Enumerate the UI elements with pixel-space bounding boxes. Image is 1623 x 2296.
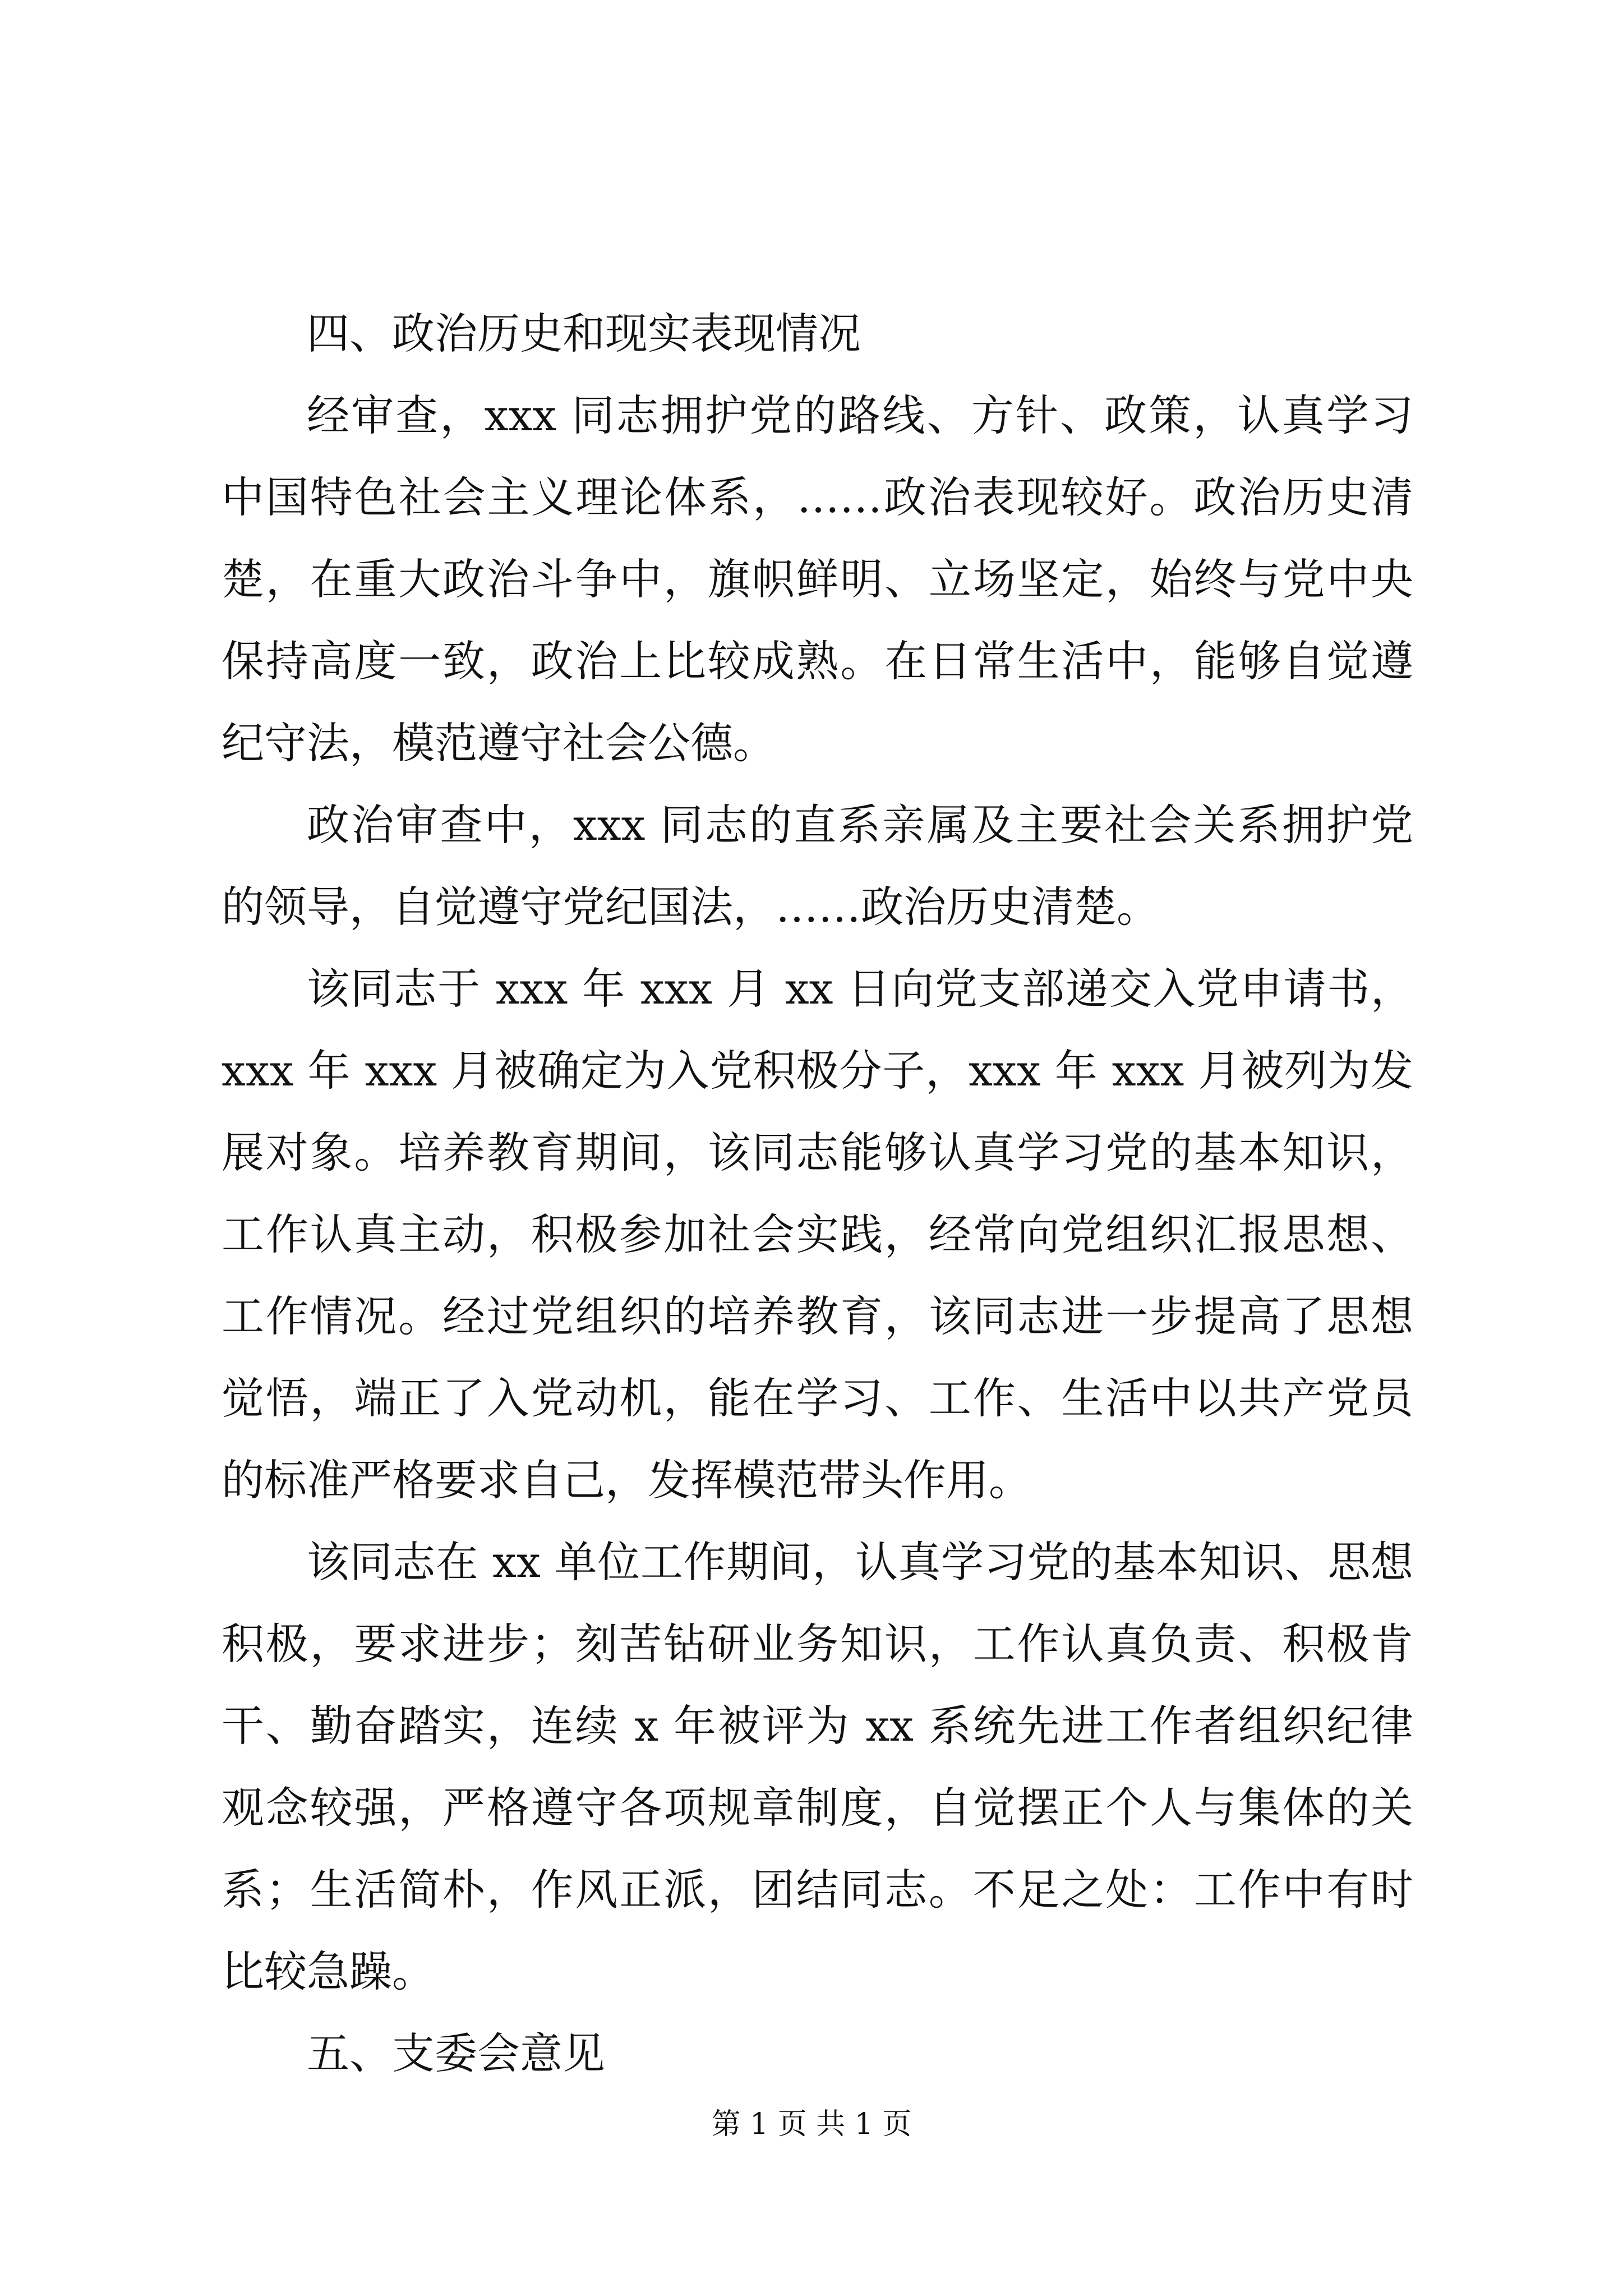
section-heading-4: 四、政治历史和现实表现情况 (307, 309, 861, 358)
paragraph-application-history: 该同志于 xxx 年 xxx 月 xx 日向党支部递交入党申请书，xxx 年 xxx 月被确定为入党积极分子，xxx 年 xxx 月被列为发展对象。培养教育期间，该同志能够认真学习党的基本知识，工作认真主动，积极参加社会实践，经常向党组织汇报思想、工作情况。经过党组织的培养教育，该同志进一步提高了思想觉悟，端正了入党动机，能在学习、工作、生活中以共产党员的标准严格要求自己，发挥模范带头作用。 (222, 964, 1413, 1505)
paragraph-work-performance: 该同志在 xx 单位工作期间，认真学习党的基本知识、思想积极，要求进步；刻苦钻研业务知识，工作认真负责、积极肯干、勤奋踏实，连续 x 年被评为 xx 系统先进工作者组织纪律观念较强，严格遵守各项规章制度，自觉摆正个人与集体的关系；生活简朴，作风正派，团结同志。不足之处：工作中有时比较急躁。 (222, 1537, 1413, 1996)
page-footer: 第 1 页 共 1 页 (711, 2108, 912, 2141)
paragraph-political-review: 经审查，xxx 同志拥护党的路线、方针、政策，认真学习中国特色社会主义理论体系，……政治表现较好。政治历史清楚，在重大政治斗争中，旗帜鲜明、立场坚定，始终与党中央保持高度一致，政治上比较成熟。在日常生活中，能够自觉遵纪守法，模范遵守社会公德。 (222, 390, 1413, 768)
document-body (222, 293, 1413, 2095)
paragraph-family-review: 政治审查中，xxx 同志的直系亲属及主要社会关系拥护党的领导，自觉遵守党纪国法，……政治历史清楚。 (222, 800, 1413, 932)
section-heading-5: 五、支委会意见 (307, 2028, 605, 2078)
